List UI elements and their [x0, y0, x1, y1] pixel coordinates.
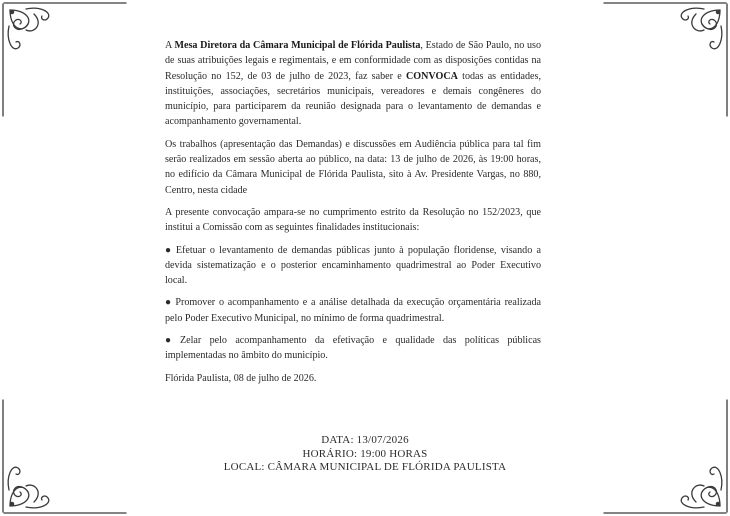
event-time: HORÁRIO: 19:00 HORAS — [302, 447, 428, 460]
convoca-keyword: CONVOCA — [405, 70, 458, 82]
intro-middle-text: , Estado de São Paulo, no uso de suas atribuições legais e regimentais, e em conformidade com as disposições contidas na Resolução no 152, de 03 de julho de 2023, faz saber e — [165, 40, 541, 82]
paragraph-basis: A presente convocação ampara-se no cumprimento estrito da Resolução no 152/2023, que institui a Comissão com as seguintes finalidades institucionais: — [165, 206, 541, 234]
bullet-icon: ● — [165, 244, 173, 256]
bullet-icon: ● — [165, 335, 177, 347]
event-details-footer — [0, 434, 730, 475]
bullet-text: Promover o acompanhamento e a análise detalhada da execução orçamentária realizada pelo Poder Executivo Municipal, no mínimo de forma quadrimestral. — [165, 297, 541, 324]
corner-ornament-top-left — [0, 0, 130, 120]
intro-text: A — [165, 40, 175, 51]
signoff-line: Flórida Paulista, 08 de julho de 2026. — [165, 372, 317, 384]
bullet-item — [165, 333, 541, 364]
organization-name: Mesa Diretora da Câmara Municipal de Flórida Paulista — [174, 40, 421, 51]
bullet-text: Efetuar o levantamento de demandas públicas junto à população floridense, visando a devida sistematização e o posterior encaminhamento quadrimestral ao Poder Executivo local. — [165, 244, 541, 287]
event-location: LOCAL: CÂMARA MUNICIPAL DE FLÓRIDA PAULISTA — [223, 461, 507, 473]
event-date: DATA: 13/07/2026 — [321, 434, 409, 446]
intro-rest-text: todas as entidades, instituições, associações, secretários municipais, vereadores e demais congêneres do município, para participarem da reunião designada para o levantamento de demandas e acompanhamento governamental. — [165, 70, 541, 128]
corner-ornament-top-right — [600, 0, 730, 120]
bullet-item — [165, 243, 541, 289]
bullet-text: Zelar pelo acompanhamento da efetivação e qualidade das políticas públicas implementadas no âmbito do município. — [165, 335, 541, 362]
paragraph-session: Os trabalhos (apresentação das Demandas) e discussões em Audiência pública para tal fim serão realizados em sessão aberta ao público, na data: 13 de julho de 2026, às 19:00 horas, no edifício da Câmara Municipal de Flórida Paulista, sito à Av. Presidente Vargas, no 880, Centro, nesta cidade — [165, 138, 541, 196]
paragraph-intro — [165, 38, 541, 130]
convocation-body — [165, 38, 541, 393]
bullet-item — [165, 295, 541, 326]
bullet-icon: ● — [165, 297, 173, 309]
